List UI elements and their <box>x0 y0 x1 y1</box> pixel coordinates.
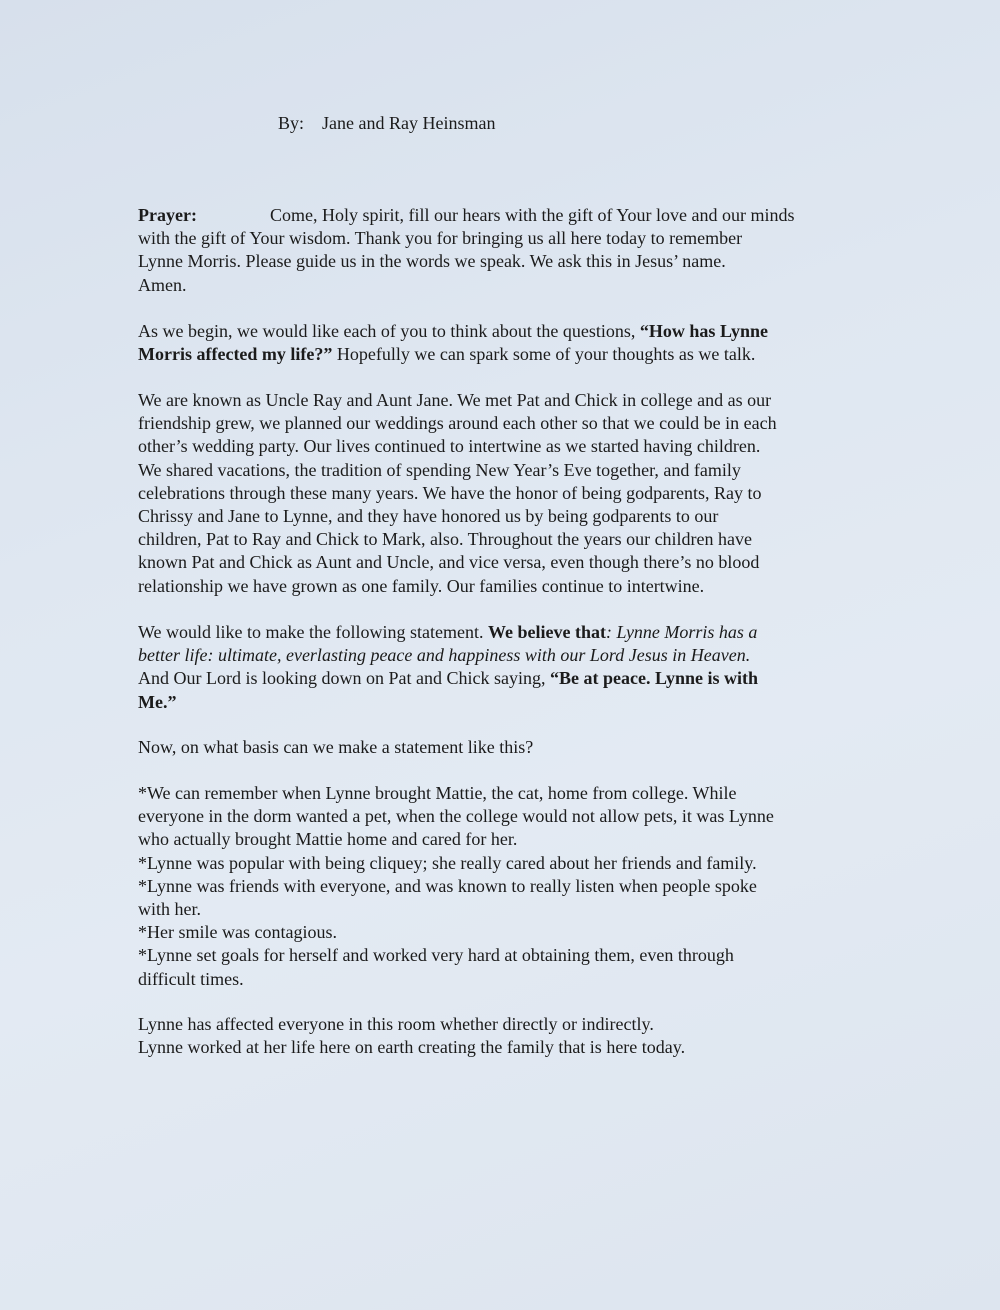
memory-line: everyone in the dorm wanted a pet, when the college would not allow pets, it was Lynne <box>138 806 774 827</box>
memory-line: with her. <box>138 898 201 919</box>
question-paragraph <box>138 736 858 759</box>
statement-paragraph <box>138 621 858 714</box>
statement-italic: : Lynne Morris has a <box>605 622 758 642</box>
statement-line <box>138 621 858 644</box>
prayer-line: Amen. <box>138 274 187 295</box>
question-line: Now, on what basis can we make a statement like this? <box>138 737 534 757</box>
family-line: friendship grew, we planned our weddings around each other so that we could be in each <box>138 413 777 434</box>
intro-question: Morris affected my life?” <box>138 344 333 365</box>
byline-authors: Jane and Ray Heinsman <box>322 113 496 133</box>
closing-line: Lynne has affected everyone in this room whether directly or indirectly. <box>138 1014 654 1034</box>
family-line: We are known as Uncle Ray and Aunt Jane. We met Pat and Chick in college and as our <box>138 390 772 410</box>
memory-line: *Lynne set goals for herself and worked very hard at obtaining them, even through <box>138 945 734 966</box>
family-line: other’s wedding party. Our lives continued to intertwine as we started having children. <box>138 436 761 457</box>
statement-bold: Me.” <box>138 691 177 712</box>
memory-line: *Lynne was popular with being cliquey; she really cared about her friends and family. <box>138 852 757 873</box>
statement-line <box>138 667 858 690</box>
family-line: celebrations through these many years. We have the honor of being godparents, Ray to <box>138 482 762 503</box>
prayer-text: Come, Holy spirit, fill our hears with the gift of Your love and our minds <box>270 205 795 225</box>
intro-text: Hopefully we can spark some of your thoughts as we talk. <box>332 344 756 365</box>
family-line: children, Pat to Ray and Chick to Mark, also. Throughout the years our children have <box>138 529 753 550</box>
prayer-line: with the gift of Your wisdom. Thank you for bringing us all here today to remember <box>138 228 743 249</box>
memory-line: *We can remember when Lynne brought Mattie, the cat, home from college. While <box>138 783 737 803</box>
prayer-label: Prayer: <box>138 205 197 225</box>
memory-line: *Her smile was contagious. <box>138 922 337 943</box>
byline <box>278 112 495 135</box>
prayer-line <box>138 204 858 227</box>
byline-label: By: <box>278 113 305 133</box>
prayer-paragraph <box>138 204 858 297</box>
family-line: Chrissy and Jane to Lynne, and they have honored us by being godparents to our <box>138 505 719 526</box>
prayer-line: Lynne Morris. Please guide us in the words we speak. We ask this in Jesus’ name. <box>138 251 726 272</box>
statement-line <box>138 644 858 667</box>
family-line: We shared vacations, the tradition of spending New Year’s Eve together, and family <box>138 459 741 480</box>
statement-bold: We believe that <box>487 622 606 642</box>
family-line: known Pat and Chick as Aunt and Uncle, and vice versa, even though there’s no blood <box>138 552 760 573</box>
statement-text: We would like to make the following statement. <box>138 622 488 642</box>
statement-line <box>138 691 858 714</box>
intro-line <box>138 343 858 366</box>
closing-line: Lynne worked at her life here on earth creating the family that is here today. <box>138 1037 686 1058</box>
statement-italic: better life: ultimate, everlasting peace and happiness with our Lord Jesus in Heaven. <box>138 645 751 666</box>
intro-paragraph <box>138 320 858 366</box>
statement-bold: “Be at peace. Lynne is with <box>549 668 758 689</box>
memory-line: who actually brought Mattie home and cared for her. <box>138 829 518 850</box>
intro-text: As we begin, we would like each of you to think about the questions, <box>138 321 640 341</box>
intro-line <box>138 320 858 343</box>
memory-line: difficult times. <box>138 968 244 989</box>
family-line: relationship we have grown as one family. Our families continue to intertwine. <box>138 575 705 596</box>
memory-line: *Lynne was friends with everyone, and was known to really listen when people spoke <box>138 875 757 896</box>
memories-paragraph <box>138 782 858 991</box>
family-paragraph <box>138 389 858 598</box>
statement-text: And Our Lord is looking down on Pat and Chick saying, <box>138 668 550 689</box>
closing-paragraph <box>138 1013 858 1059</box>
intro-question: “How has Lynne <box>639 321 768 341</box>
